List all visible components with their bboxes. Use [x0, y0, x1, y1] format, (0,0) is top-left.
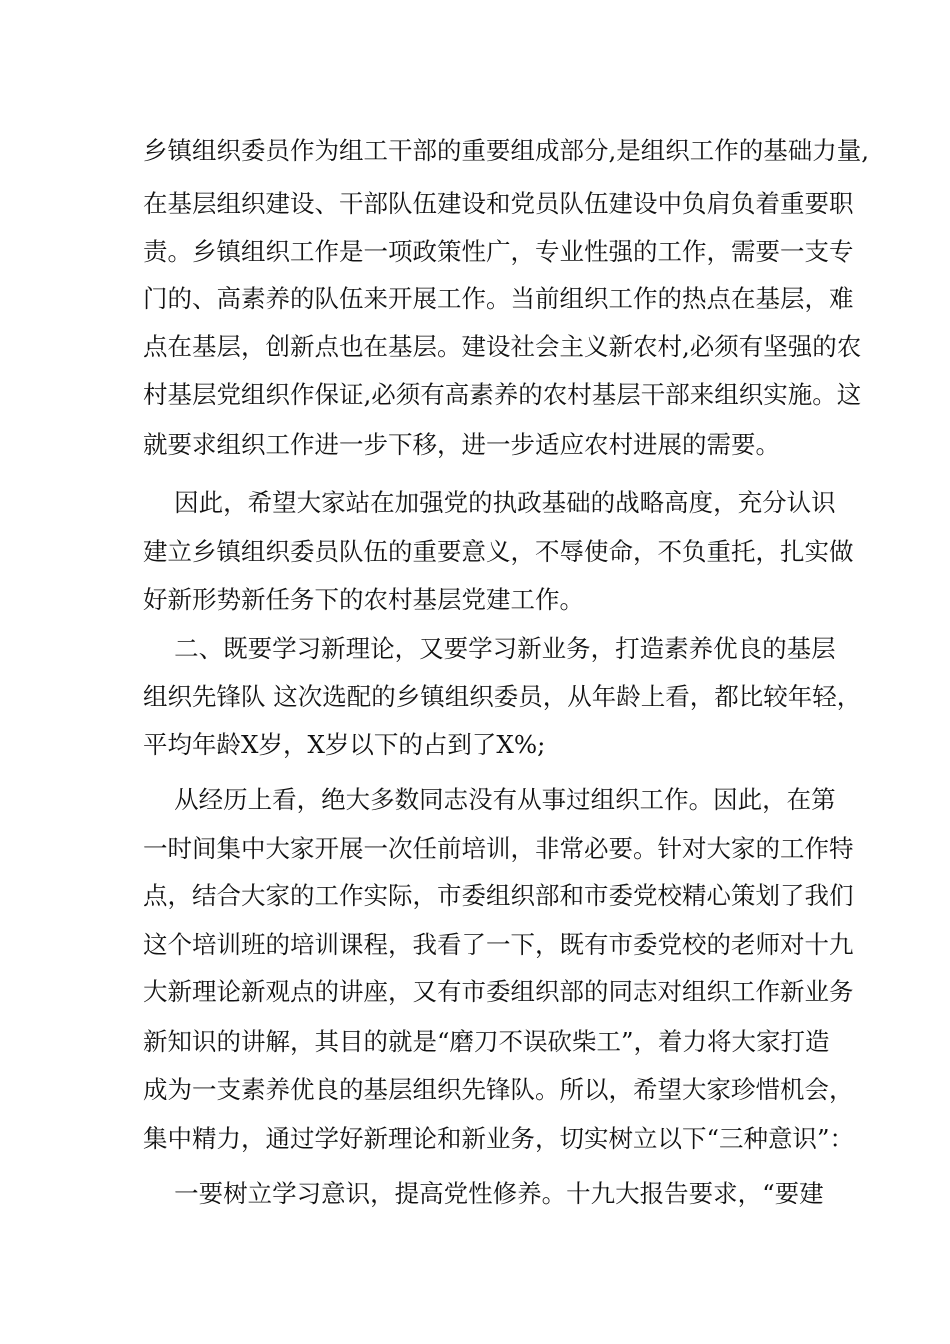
- text-line-15: 一时间集中大家开展一次任前培训，非常必要。针对大家的工作特: [143, 834, 854, 863]
- text-line-9: 建立乡镇组织委员队伍的重要意义，不辱使命，不负重托，扎实做: [143, 537, 854, 566]
- text-line-10: 好新形势新任务下的农村基层党建工作。: [143, 585, 584, 614]
- text-line-13: 平均年龄X岁，X岁以下的占到了X%;: [143, 730, 546, 759]
- text-line-19: 新知识的讲解，其目的就是“磨刀不误砍柴工”，着力将大家打造: [143, 1027, 830, 1056]
- text-line-17: 这个培训班的培训课程，我看了一下，既有市委党校的老师对十九: [143, 930, 854, 959]
- text-line-14: 从经历上看，绝大多数同志没有从事过组织工作。因此，在第: [143, 785, 836, 814]
- text-line-20: 成为一支素养优良的基层组织先锋队。所以，希望大家珍惜机会，: [143, 1075, 854, 1104]
- text-line-22: 一要树立学习意识，提高党性修养。十九大报告要求，“要建: [143, 1179, 824, 1208]
- text-line-21: 集中精力，通过学好新理论和新业务，切实树立以下“三种意识”：: [143, 1124, 855, 1153]
- text-line-12: 组织先锋队 这次选配的乡镇组织委员，从年龄上看，都比较年轻，: [143, 682, 862, 711]
- text-line-4: 门的、高素养的队伍来开展工作。当前组织工作的热点在基层，难: [143, 284, 854, 313]
- text-line-8: 因此，希望大家站在加强党的执政基础的战略高度，充分认识: [143, 488, 836, 517]
- text-line-7: 就要求组织工作进一步下移，进一步适应农村进展的需要。: [143, 430, 780, 459]
- text-line-16: 点，结合大家的工作实际，市委组织部和市委党校精心策划了我们: [143, 881, 854, 910]
- text-line-3: 责。乡镇组织工作是一项政策性广，专业性强的工作，需要一支专: [143, 237, 854, 266]
- text-line-6: 村基层党组织作保证,必须有高素养的农村基层干部来组织实施。这: [143, 380, 862, 409]
- text-line-1: 乡镇组织委员作为组工干部的重要组成部分,是组织工作的基础力量,: [143, 136, 870, 165]
- text-line-18: 大新理论新观点的讲座，又有市委组织部的同志对组织工作新业务: [143, 977, 854, 1006]
- text-line-2: 在基层组织建设、干部队伍建设和党员队伍建设中负肩负着重要职: [143, 189, 854, 218]
- text-line-11: 二、既要学习新理论，又要学习新业务，打造素养优良的基层: [143, 634, 836, 663]
- text-line-5: 点在基层，创新点也在基层。建设社会主义新农村,必须有坚强的农: [143, 332, 862, 361]
